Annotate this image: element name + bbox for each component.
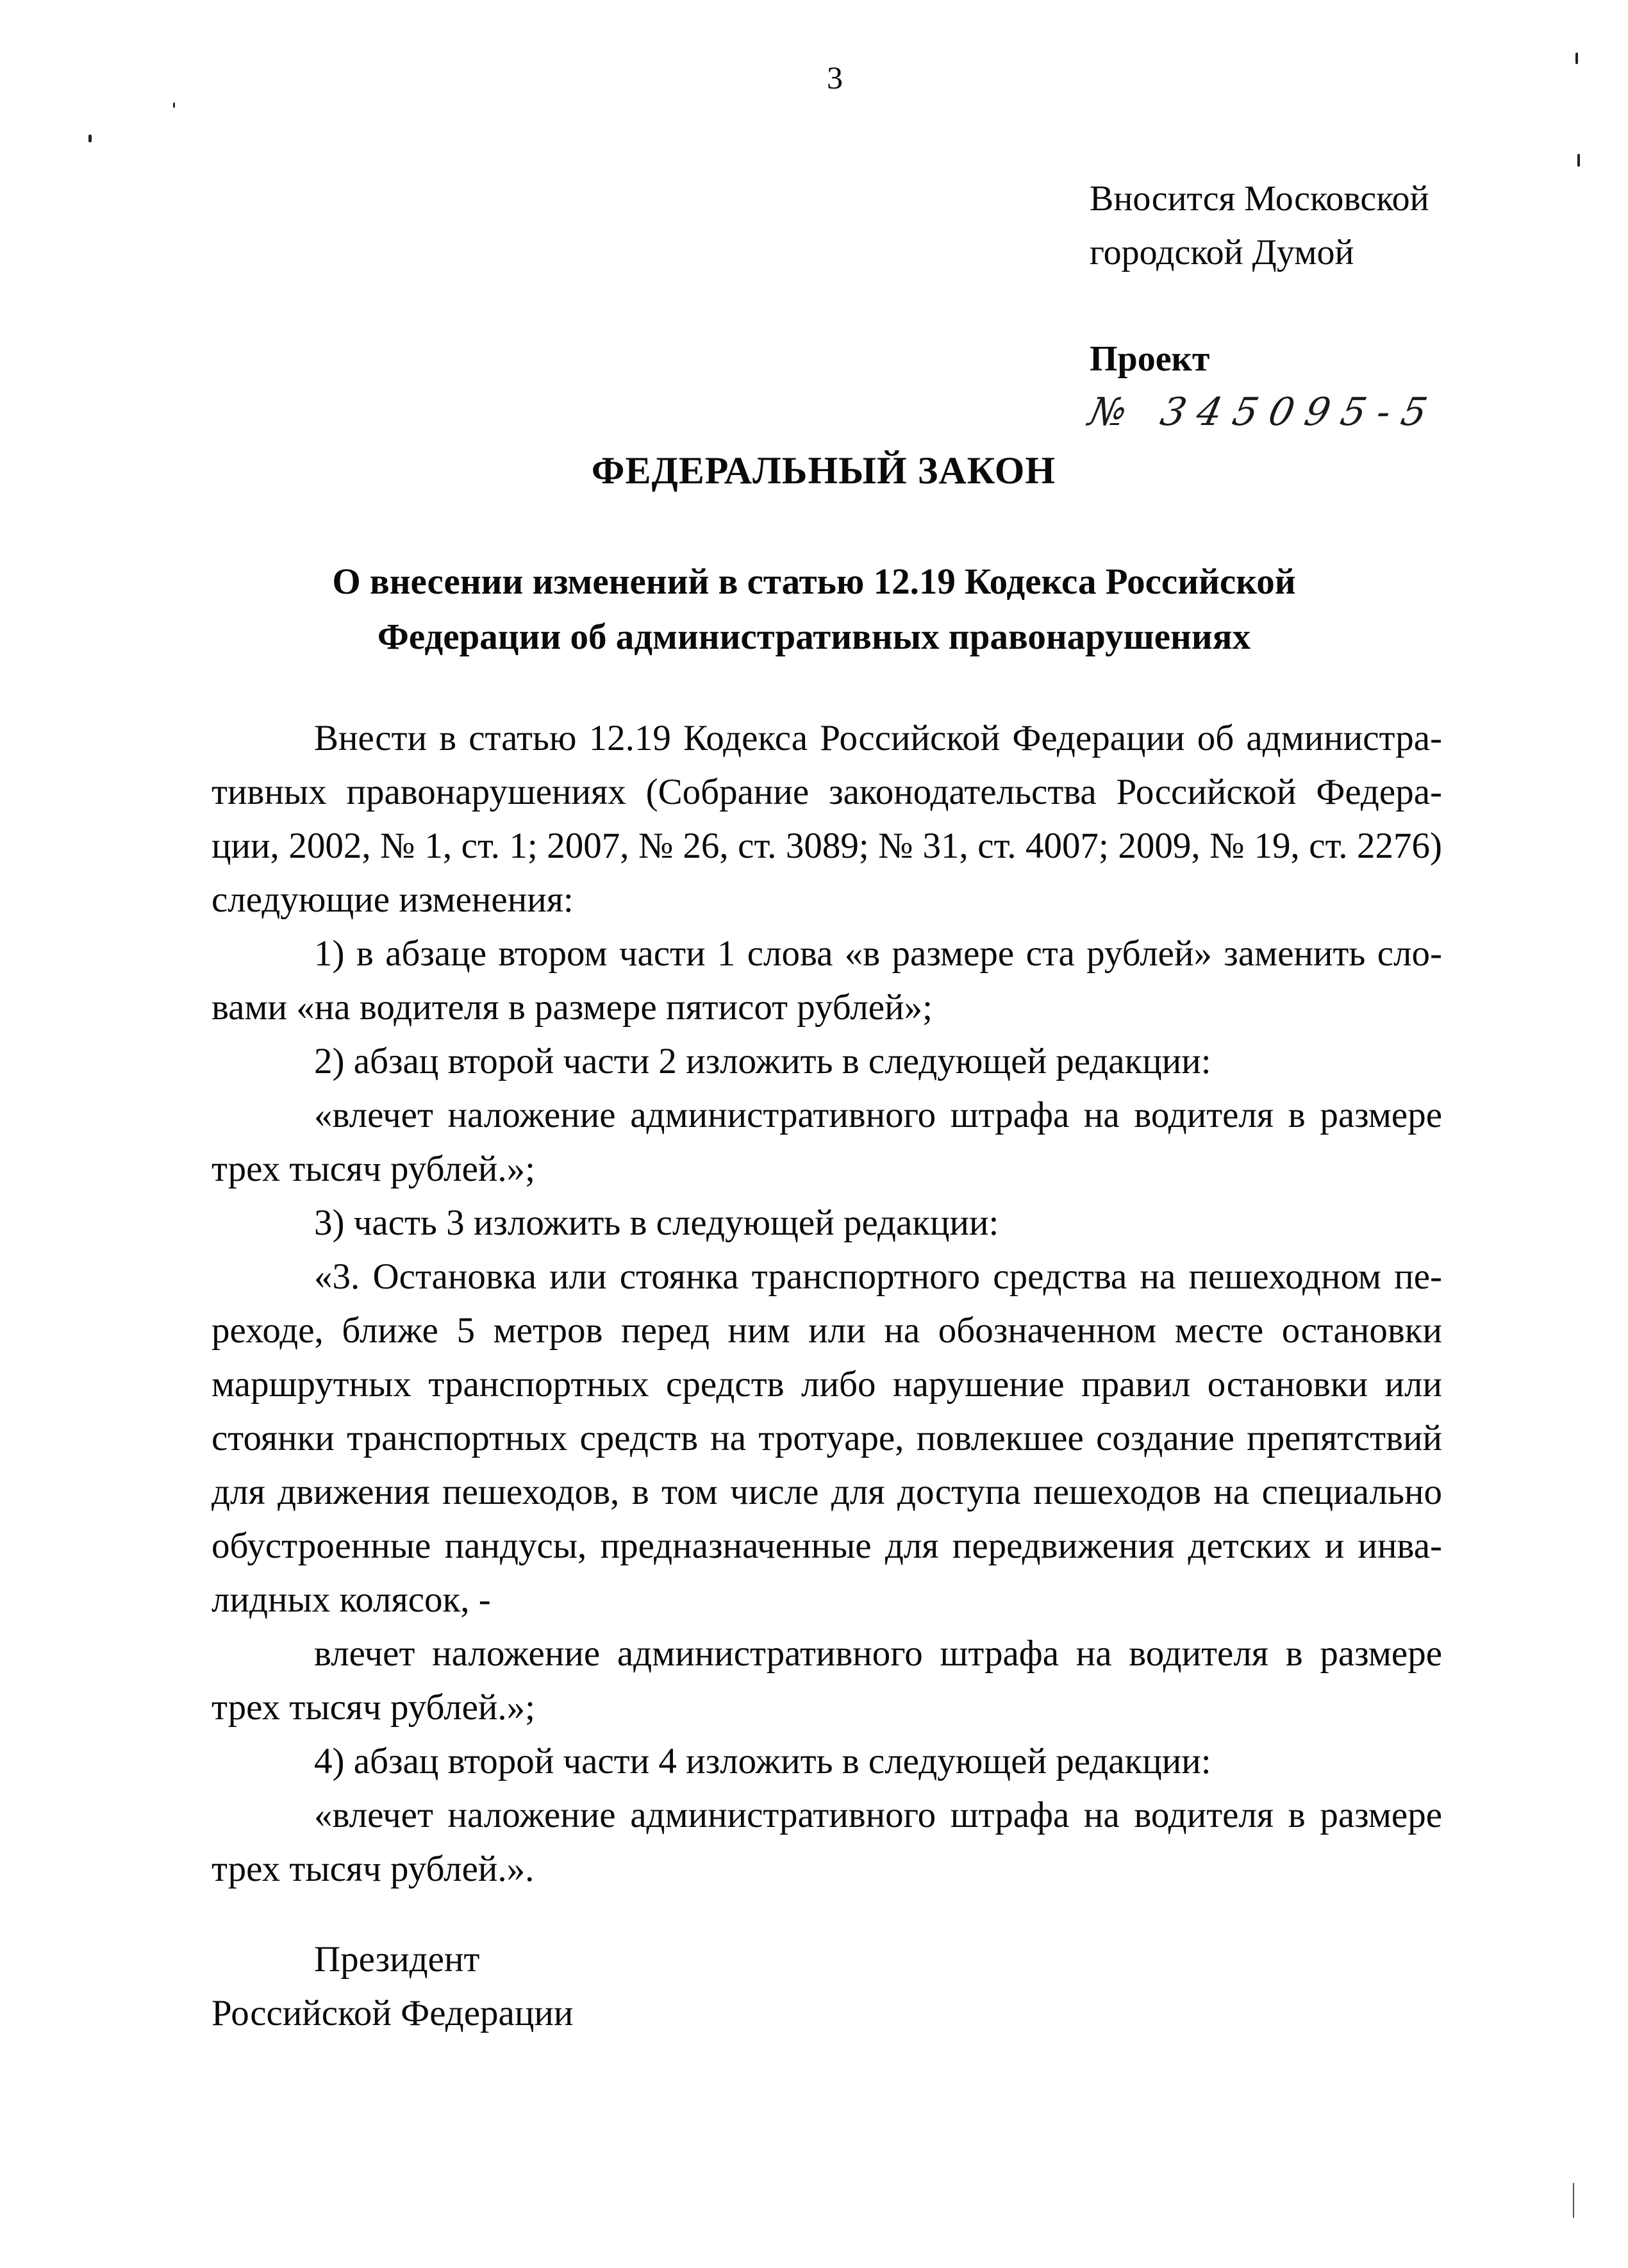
signature-block xyxy=(212,1933,573,2040)
law-title xyxy=(0,554,1628,665)
law-type-heading: ФЕДЕРАЛЬНЫЙ ЗАКОН xyxy=(591,449,1056,492)
signature-organization: Российской Федерации xyxy=(212,1993,574,2033)
body-paragraph-item-3-penalty: влечет наложение административного штрафа на водителя в размере трех тысяч рублей.»; xyxy=(212,1633,1442,1728)
body-paragraph-item-4-text: «влечет наложение административного штрафа на водителя в размере трех тысяч рублей.». xyxy=(212,1795,1442,1889)
body-paragraph-item-3: 3) часть 3 изложить в следующей редакции: xyxy=(314,1203,999,1243)
page-number: 3 xyxy=(827,60,843,96)
body-paragraph-item-2: 2) абзац второй части 2 изложить в следующей редакции: xyxy=(314,1041,1211,1081)
scan-speck xyxy=(173,103,175,108)
law-title-line: Федерации об административных правонарушениях xyxy=(377,617,1251,657)
law-body xyxy=(212,712,1442,1896)
submitter-block xyxy=(1090,172,1429,279)
signature-title: Президент xyxy=(314,1939,480,1980)
scan-speck xyxy=(1573,2183,1574,2218)
body-paragraph-item-4: 4) абзац второй части 4 изложить в следующей редакции: xyxy=(314,1741,1211,1781)
body-paragraph-item-1: 1) в абзаце втором части 1 слова «в размере ста рублей» заменить словами «на водителя в размере пятисот рублей»; xyxy=(212,933,1442,1028)
scan-speck xyxy=(1577,154,1580,167)
body-paragraph-item-3-text: «3. Остановка или стоянка транспортного средства на пешеходном переходе, ближе 5 метров перед ним или на обозначенном месте остановки маршрутных транспортных средств либо нарушение правил остановки или стоянки транспортных средств на тротуаре, повлекшее создание препятствий для движения пешеходов, в том числе для доступа пешеходов на специально обустроенные пандусы, предназначенные для передвижения детских и инвалидных колясок, - xyxy=(212,1256,1442,1620)
scan-speck xyxy=(1575,53,1578,64)
body-paragraph-intro: Внести в статью 12.19 Кодекса Российской Федерации об административных правонарушениях (Собрание законодательства Российской Федерации, 2002, № 1, ст. 1; 2007, № 26, ст. 3089; № 31, ст. 4007; 2009, № 19, ст. 2276) следующие изменения: xyxy=(212,718,1442,920)
submitter-line: городской Думой xyxy=(1090,233,1354,272)
scan-speck xyxy=(88,135,92,142)
law-title-line: О внесении изменений в статью 12.19 Кодекса Российской xyxy=(332,562,1296,602)
submitter-line: Вносится Московской xyxy=(1090,179,1429,219)
project-label: Проект xyxy=(1090,339,1210,379)
handwritten-project-number: № 345095-5 xyxy=(1084,390,1443,435)
body-paragraph-item-2-text: «влечет наложение административного штрафа на водителя в размере трех тысяч рублей.»; xyxy=(212,1095,1442,1189)
